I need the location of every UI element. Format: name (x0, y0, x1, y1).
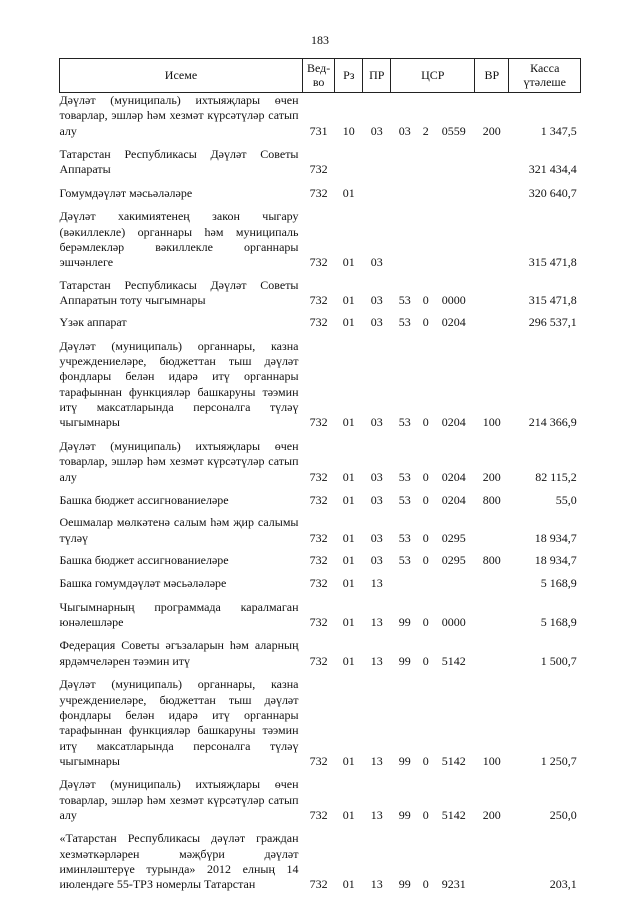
row-rz: 01 (342, 653, 355, 668)
row-vr: 100 (482, 415, 501, 430)
table-row (60, 671, 581, 771)
row-amount: 1 500,7 (540, 653, 577, 668)
row-csr-subprogram (419, 203, 433, 272)
row-csr-subprogram: 0 (422, 552, 429, 567)
table-row (60, 632, 581, 671)
row-csr-program: 53 (398, 415, 411, 430)
row-vedvo: 732 (309, 292, 328, 307)
row-amount: 320 640,7 (528, 185, 577, 200)
row-name: Дәүләт (муниципаль) органнары, казна учреждениеләре, бюджеттан тыш дәүләт фондлары белән идарә итү органнары тарафыннан функцияләр башкаруны тәэмин итү максатларында персоналга түләү чыгымнары (59, 677, 299, 768)
row-rz: 10 (342, 123, 355, 138)
row-name: Дәүләт (муниципаль) органнары, казна учреждениеләре, бюджеттан тыш дәүләт фондлары белән идарә итү органнары тарафыннан функцияләр башкаруны тәэмин итү максатларында персоналга түләү чыгымнары (59, 338, 299, 430)
row-csr-program: 99 (398, 753, 411, 768)
row-name: Дәүләт (муниципаль) ихтыяҗлары өчен товарлар, эшләр һәм хезмәт күрсәтүләр сатып алу (59, 777, 299, 823)
header-vr: ВР (475, 59, 509, 93)
row-csr-subprogram (419, 141, 433, 180)
row-vr: 200 (482, 469, 501, 484)
row-rz: 01 (342, 576, 355, 591)
row-csr-code: 5142 (441, 653, 466, 668)
row-vr: 200 (482, 808, 501, 823)
row-vr (475, 180, 509, 203)
row-csr-code: 0204 (441, 315, 466, 330)
row-pr: 13 (370, 576, 383, 591)
row-amount: 1 347,5 (540, 123, 577, 138)
row-vr (475, 825, 509, 894)
header-csr: ЦСР (391, 59, 475, 93)
table-row (60, 203, 581, 272)
row-vedvo: 732 (309, 552, 328, 567)
row-csr-code: 0559 (441, 123, 466, 138)
row-csr-program (391, 180, 419, 203)
row-amount: 321 434,4 (528, 162, 577, 177)
row-csr-subprogram: 0 (422, 877, 429, 892)
row-rz: 01 (342, 808, 355, 823)
table-row (60, 487, 581, 510)
row-csr-program: 99 (398, 653, 411, 668)
row-vr: 100 (482, 753, 501, 768)
header-pr: ПР (363, 59, 391, 93)
row-csr-subprogram: 0 (422, 653, 429, 668)
row-vr (475, 310, 509, 332)
row-vr (475, 570, 509, 593)
row-amount: 1 250,7 (540, 753, 577, 768)
row-pr: 13 (370, 753, 383, 768)
row-rz: 01 (342, 255, 355, 270)
row-csr-program: 53 (398, 552, 411, 567)
row-vr (475, 273, 509, 311)
row-pr: 13 (370, 653, 383, 668)
row-amount: 55,0 (555, 492, 577, 507)
row-amount: 296 537,1 (528, 315, 577, 330)
row-pr (363, 180, 391, 203)
row-amount: 82 115,2 (535, 469, 577, 484)
row-name: Федерация Советы әгъзаларын һәм аларның ярдәмчеләрен тәэмин итү (59, 638, 299, 668)
row-name: Башка бюджет ассигнованиеләре (59, 552, 229, 567)
page-number: 183 (311, 33, 329, 47)
row-csr-subprogram: 0 (422, 492, 429, 507)
row-amount: 315 471,8 (528, 292, 577, 307)
row-name: Татарстан Республикасы Дәүләт Советы Аппаратын тоту чыгымнары (59, 277, 299, 307)
row-vedvo: 732 (309, 162, 328, 177)
row-csr-program: 99 (398, 877, 411, 892)
row-pr: 03 (370, 415, 383, 430)
row-csr-code: 0204 (441, 415, 466, 430)
row-csr-program: 53 (398, 315, 411, 330)
table-row (60, 594, 581, 633)
row-amount: 203,1 (549, 877, 577, 892)
row-pr: 03 (370, 530, 383, 545)
row-csr-code: 0295 (441, 552, 466, 567)
row-csr-program: 99 (398, 615, 411, 630)
row-vr (475, 594, 509, 633)
row-pr: 13 (370, 808, 383, 823)
row-csr-code: 9231 (441, 877, 466, 892)
row-rz: 01 (342, 530, 355, 545)
row-vr (475, 510, 509, 548)
row-rz: 01 (342, 415, 355, 430)
row-pr: 03 (370, 552, 383, 567)
row-csr-code (433, 141, 475, 180)
row-name: Оешмалар мөлкәтенә салым һәм җир салымы түләү (59, 515, 299, 545)
row-name: Башка гомумдәүләт мәсьәләләре (59, 576, 227, 591)
row-csr-subprogram: 0 (422, 315, 429, 330)
header-kassa: Касса үтәлеше (509, 59, 581, 93)
row-rz: 01 (342, 615, 355, 630)
row-csr-subprogram (419, 180, 433, 203)
row-vedvo: 732 (309, 185, 328, 200)
row-vedvo: 732 (309, 415, 328, 430)
row-vr: 800 (482, 552, 501, 567)
row-name: Гомумдәүләт мәсьәләләре (59, 185, 193, 200)
table-row (60, 548, 581, 570)
row-vedvo: 732 (309, 653, 328, 668)
table-row (60, 310, 581, 332)
row-name: Үзәк аппарат (59, 315, 127, 330)
row-csr-program: 53 (398, 292, 411, 307)
row-vedvo: 731 (309, 123, 328, 138)
row-csr-subprogram: 0 (422, 469, 429, 484)
row-name: Дәүләт хакимиятенең закон чыгару (вәкиллекле) органнары һәм муниципаль берәмлекләр вәкиллекле органнары эшчәнлеге (59, 209, 299, 270)
row-pr: 03 (370, 123, 383, 138)
row-vedvo: 732 (309, 530, 328, 545)
header-row (60, 59, 581, 93)
table-row (60, 570, 581, 593)
row-name: Чыгымнарның программада каралмаган юнәлешләре (59, 599, 299, 630)
row-csr-subprogram: 0 (422, 753, 429, 768)
row-csr-subprogram: 0 (422, 415, 429, 430)
row-pr: 03 (370, 255, 383, 270)
row-rz: 01 (342, 469, 355, 484)
row-csr-subprogram: 0 (422, 615, 429, 630)
row-name: Башка бюджет ассигнованиеләре (59, 492, 229, 507)
row-vedvo: 732 (309, 576, 328, 591)
row-rz: 01 (342, 185, 355, 200)
row-vedvo: 732 (309, 492, 328, 507)
row-csr-program: 53 (398, 469, 411, 484)
row-vedvo: 732 (309, 255, 328, 270)
row-csr-code: 0295 (441, 530, 466, 545)
row-csr-program: 99 (398, 808, 411, 823)
row-vedvo: 732 (309, 315, 328, 330)
row-vr: 200 (482, 123, 501, 138)
row-csr-subprogram: 0 (422, 530, 429, 545)
table-row (60, 141, 581, 180)
row-amount: 18 934,7 (534, 530, 577, 545)
row-csr-code: 5142 (441, 753, 466, 768)
row-vr (475, 632, 509, 671)
row-name: Дәүләт (муниципаль) ихтыяҗлары өчен товарлар, эшләр һәм хезмәт күрсәтүләр сатып алу (59, 438, 299, 484)
row-name: «Татарстан Республикасы дәүләт граждан хезмәткәрләрен мәҗбүри дәүләт иминләштерүе турында» 2012 елның 14 июлендәге 55-ТРЗ номерлы Татарстан (59, 831, 299, 892)
row-pr: 03 (370, 469, 383, 484)
header-name: Исеме (60, 59, 303, 93)
row-vedvo: 732 (309, 877, 328, 892)
row-pr: 13 (370, 615, 383, 630)
table-row (60, 433, 581, 487)
table-row (60, 333, 581, 433)
row-csr-code: 0000 (441, 292, 466, 307)
row-pr: 03 (370, 292, 383, 307)
row-csr-program: 53 (398, 530, 411, 545)
row-amount: 5 168,9 (540, 615, 577, 630)
row-csr-program (391, 203, 419, 272)
row-amount: 214 366,9 (528, 415, 577, 430)
row-rz: 01 (342, 552, 355, 567)
row-vedvo: 732 (309, 753, 328, 768)
row-csr-program: 53 (398, 492, 411, 507)
row-rz: 01 (342, 877, 355, 892)
row-name: Дәүләт (муниципаль) ихтыяҗлары өчен товарлар, эшләр һәм хезмәт күрсәтүләр сатып алу (59, 93, 299, 138)
row-pr: 13 (370, 877, 383, 892)
row-csr-program: 03 (398, 123, 411, 138)
budget-table (59, 58, 581, 895)
row-vedvo: 732 (309, 469, 328, 484)
row-csr-code: 5142 (441, 808, 466, 823)
row-vr: 800 (482, 492, 501, 507)
row-vedvo: 732 (309, 808, 328, 823)
row-rz (335, 141, 363, 180)
row-amount: 250,0 (549, 808, 577, 823)
row-csr-code: 0204 (441, 492, 466, 507)
row-rz: 01 (342, 492, 355, 507)
row-amount: 315 471,8 (528, 255, 577, 270)
table-row (60, 273, 581, 311)
table-row (60, 825, 581, 894)
row-pr: 03 (370, 492, 383, 507)
row-csr-subprogram: 0 (422, 292, 429, 307)
table-row (60, 180, 581, 203)
row-amount: 18 934,7 (534, 552, 577, 567)
row-vedvo: 732 (309, 615, 328, 630)
row-csr-code (433, 570, 475, 593)
row-csr-subprogram (419, 570, 433, 593)
header-rz: Рз (335, 59, 363, 93)
row-pr (363, 141, 391, 180)
row-csr-program (391, 141, 419, 180)
row-rz: 01 (342, 315, 355, 330)
row-csr-subprogram: 2 (422, 123, 429, 138)
row-csr-code (433, 203, 475, 272)
table-row (60, 93, 581, 142)
row-csr-program (391, 570, 419, 593)
row-rz: 01 (342, 292, 355, 307)
row-amount: 5 168,9 (540, 576, 577, 591)
table-row (60, 771, 581, 825)
header-vedvo: Вед-во (303, 59, 335, 93)
row-vr (475, 203, 509, 272)
row-csr-code: 0000 (441, 615, 466, 630)
row-csr-code: 0204 (441, 469, 466, 484)
row-name: Татарстан Республикасы Дәүләт Советы Аппараты (59, 147, 299, 177)
row-vr (475, 141, 509, 180)
table-row (60, 510, 581, 548)
row-csr-code (433, 180, 475, 203)
row-rz: 01 (342, 753, 355, 768)
row-csr-subprogram: 0 (422, 808, 429, 823)
row-pr: 03 (370, 315, 383, 330)
